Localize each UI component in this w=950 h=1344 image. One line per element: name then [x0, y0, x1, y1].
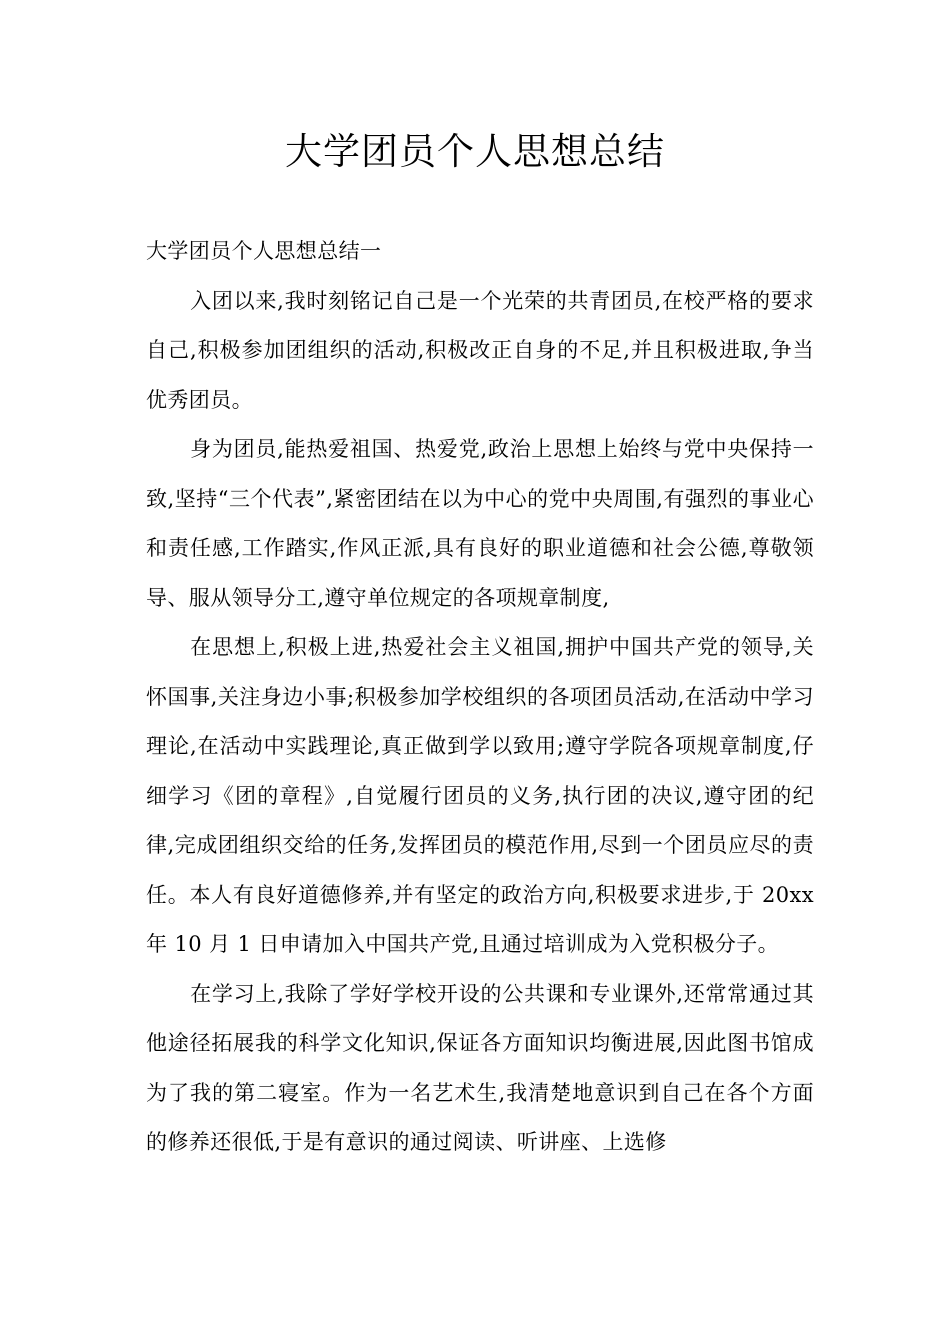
paragraph-4: 在学习上,我除了学好学校开设的公共课和专业课外,还常常通过其他途径拓展我的科学文化知识,保证各方面知识均衡进展,因此图书馆成为了我的第二寝室。作为一名艺术生,我清楚地意识到自己在各个方面的修养还很低,于是有意识的通过阅读、听讲座、上选修 [146, 981, 814, 1154]
document-title: 大学团员个人思想总结 [285, 130, 665, 173]
paragraph-1: 入团以来,我时刻铭记自己是一个光荣的共青团员,在校严格的要求自己,积极参加团组织的活动,积极改正自身的不足,并且积极进取,争当优秀团员。 [146, 288, 814, 412]
document-body [146, 227, 814, 1168]
section-heading: 大学团员个人思想总结一 [146, 239, 382, 263]
paragraph-2: 身为团员,能热爱祖国、热爱党,政治上思想上始终与党中央保持一致,坚持“三个代表”,紧密团结在以为中心的党中央周围,有强烈的事业心和责任感,工作踏实,作风正派,具有良好的职业道德和社会公德,尊敬领导、服从领导分工,遵守单位规定的各项规章制度, [146, 437, 814, 610]
paragraph-3: 在思想上,积极上进,热爱社会主义祖国,拥护中国共产党的领导,关怀国事,关注身边小事;积极参加学校组织的各项团员活动,在活动中学习理论,在活动中实践理论,真正做到学以致用;遵守学院各项规章制度,仔细学习《团的章程》,自觉履行团员的义务,执行团的决议,遵守团的纪律,完成团组织交给的任务,发挥团员的模范作用,尽到一个团员应尽的责任。本人有良好道德修养,并有坚定的政治方向,积极要求进步,于 20xx 年 10 月 1 日申请加入中国共产党,且通过培训成为入党积极分子。 [146, 635, 814, 956]
